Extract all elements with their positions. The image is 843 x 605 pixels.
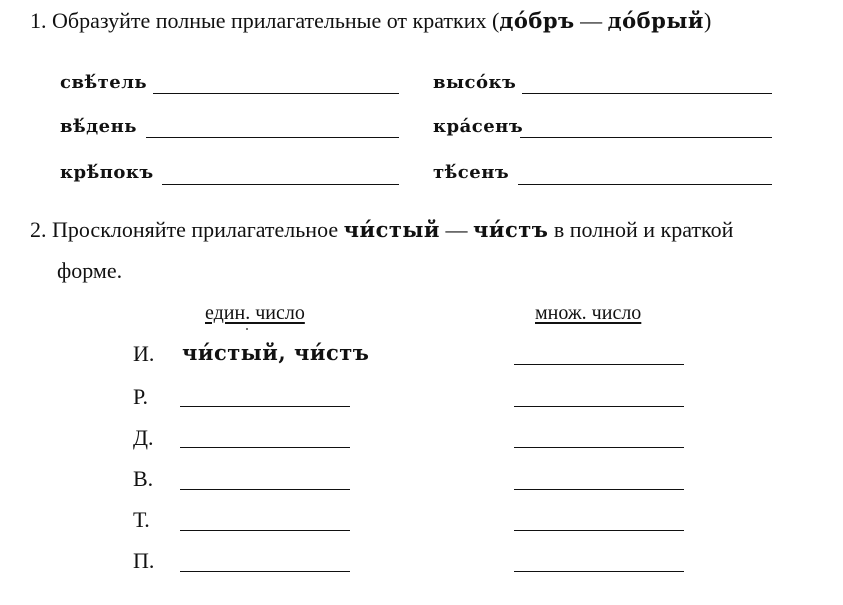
task2-heading: [30, 219, 733, 241]
answer-line-plural[interactable]: [514, 489, 684, 490]
task1-text: 1. Образуйте полные прилагательные от кратких (: [30, 8, 500, 33]
column-header-singular: един. число: [205, 302, 305, 324]
task1-dash: —: [574, 8, 608, 33]
case-label-nominative: И.: [133, 341, 155, 366]
answer-line-plural[interactable]: [514, 571, 684, 572]
task1-left-word-1: свѣ́тель: [60, 72, 148, 93]
column-header-plural: множ. число: [535, 302, 642, 324]
task1-left-word-2: вѣ́день: [60, 116, 138, 137]
nominative-singular-answer: чи́стый, чи́стъ: [182, 340, 370, 365]
answer-line-singular[interactable]: [180, 447, 350, 448]
answer-line-plural[interactable]: [514, 530, 684, 531]
case-label-accusative: В.: [133, 466, 154, 491]
task1-heading: [30, 10, 711, 32]
answer-line-plural[interactable]: [514, 406, 684, 407]
task1-right-word-1: высо́къ: [433, 72, 517, 93]
case-label-genitive: Р.: [133, 384, 148, 409]
answer-line[interactable]: [146, 137, 399, 138]
task2-dash: —: [440, 217, 473, 242]
case-label-instrumental: Т.: [133, 507, 150, 532]
answer-line[interactable]: [153, 93, 399, 94]
answer-line-plural[interactable]: [514, 364, 684, 365]
task1-close-paren: ): [703, 8, 712, 33]
answer-line-singular[interactable]: [180, 406, 350, 407]
answer-line[interactable]: [522, 93, 772, 94]
answer-line[interactable]: [520, 137, 772, 138]
answer-line[interactable]: [162, 184, 399, 185]
answer-line-singular[interactable]: [180, 489, 350, 490]
task1-example-full: до́брый: [607, 8, 704, 33]
stray-dot: [246, 328, 248, 330]
task2-word-full: чи́стый: [343, 217, 440, 242]
task2-heading-continued: форме.: [57, 258, 123, 283]
task1-example-short: до́бръ: [499, 8, 575, 33]
answer-line-singular[interactable]: [180, 571, 350, 572]
answer-line-plural[interactable]: [514, 447, 684, 448]
case-label-dative: Д.: [133, 425, 154, 450]
task1-right-word-2: кра́сенъ: [433, 116, 524, 137]
case-label-prepositional: П.: [133, 548, 155, 573]
task2-word-short: чи́стъ: [473, 217, 549, 242]
task1-left-word-3: крѣ́покъ: [60, 162, 154, 183]
answer-line-singular[interactable]: [180, 530, 350, 531]
task2-text: 2. Просклоняйте прилагательное: [30, 217, 344, 242]
answer-line[interactable]: [518, 184, 772, 185]
task2-text-after: в полной и краткой: [548, 217, 734, 242]
task1-right-word-3: тѣ́сенъ: [433, 162, 510, 183]
